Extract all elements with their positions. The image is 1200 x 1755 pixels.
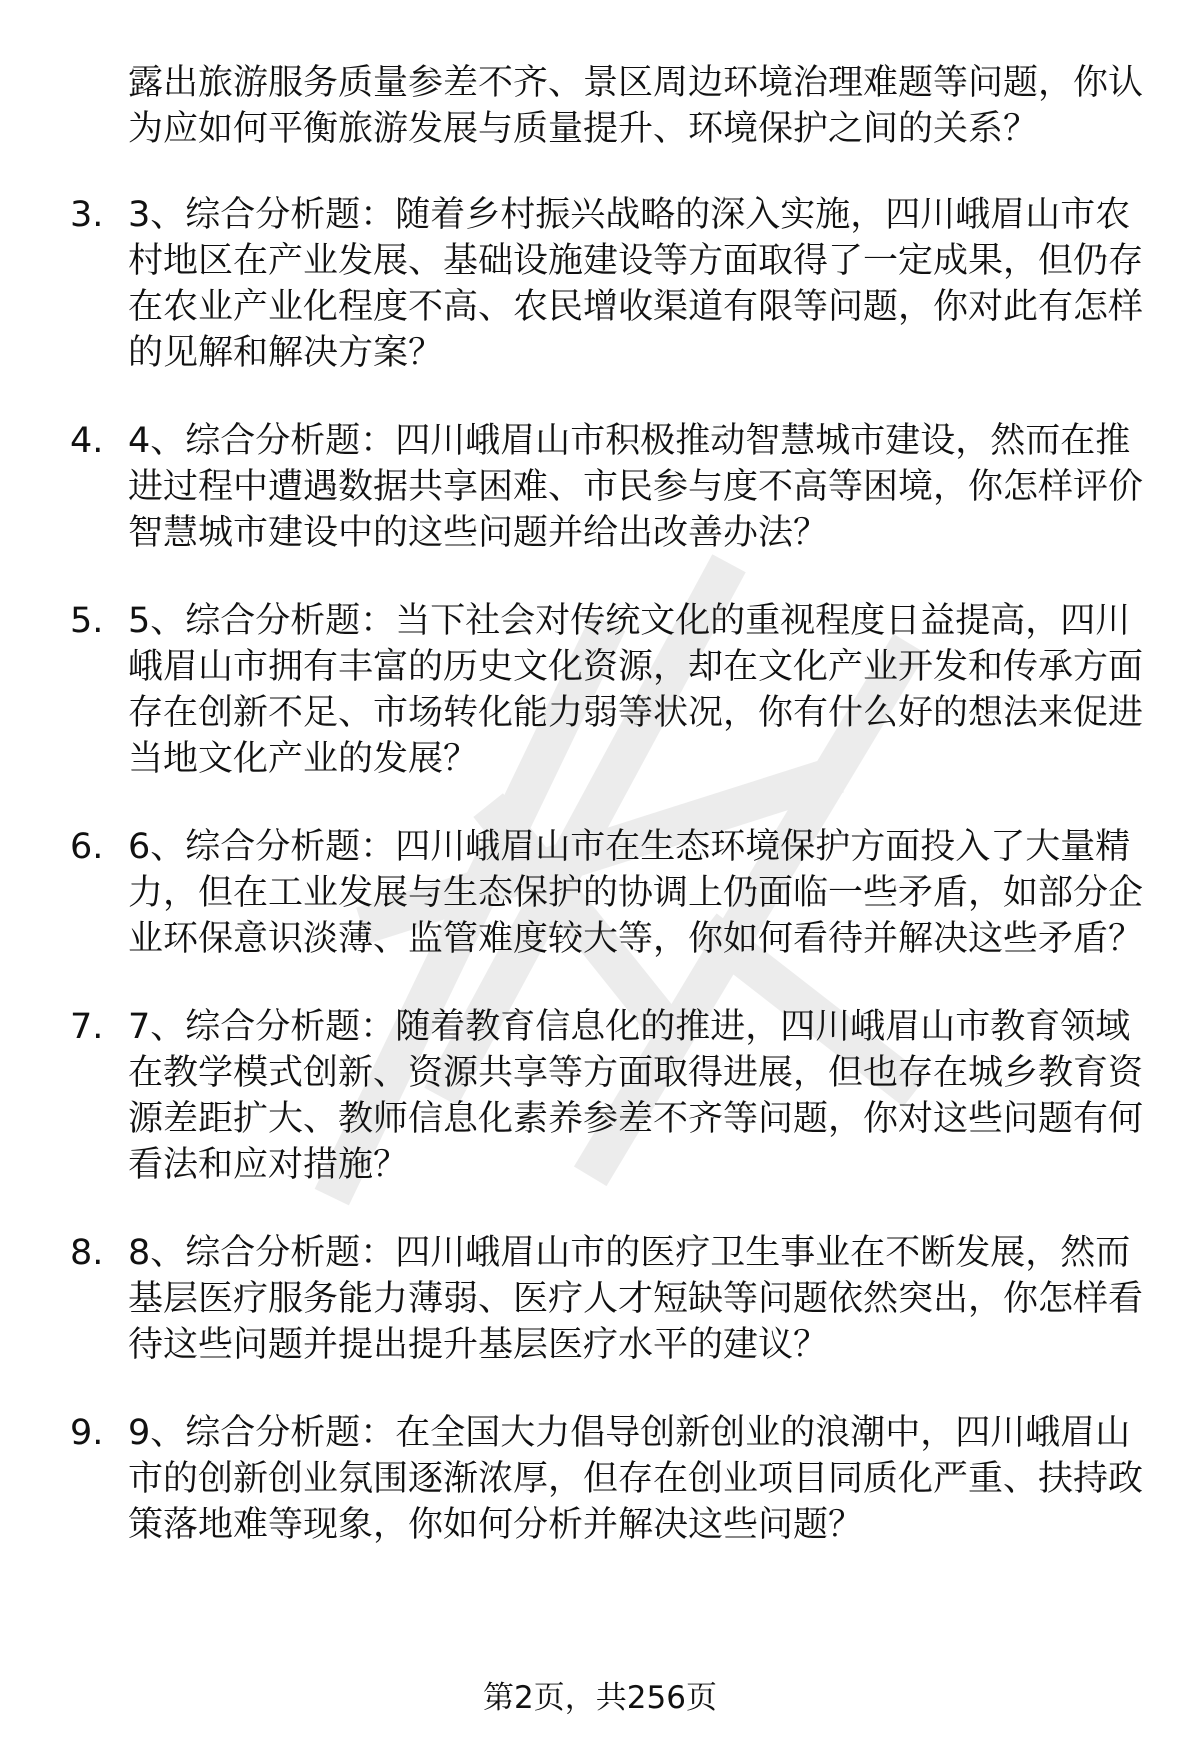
list-item-text: 7、综合分析题：随着教育信息化的推进，四川峨眉山市教育领域在教学模式创新、资源共享等方面取得进展，但也存在城乡教育资源差距扩大、教师信息化素养参差不齐等问题，你对这些问题有何看法和应对措施？ [128, 1007, 1144, 1185]
list-item-number: 6. [70, 827, 104, 867]
list-item [70, 1410, 1160, 1548]
list-item-text: 8、综合分析题：四川峨眉山市的医疗卫生事业在不断发展，然而基层医疗服务能力薄弱、医疗人才短缺等问题依然突出，你怎样看待这些问题并提出提升基层医疗水平的建议？ [128, 1233, 1144, 1365]
list-item [70, 1004, 1160, 1188]
list-item [70, 598, 1160, 782]
question-list [70, 60, 1160, 1590]
list-item-text: 4、综合分析题：四川峨眉山市积极推动智慧城市建设，然而在推进过程中遭遇数据共享困难、市民参与度不高等困境，你怎样评价智慧城市建设中的这些问题并给出改善办法？ [128, 421, 1144, 553]
list-item [70, 192, 1160, 376]
page-footer: 第2页，共256页 [483, 1680, 717, 1716]
list-item [70, 1230, 1160, 1368]
list-item-number: 5. [70, 601, 104, 641]
list-item-number: 8. [70, 1233, 104, 1273]
list-item [70, 824, 1160, 962]
list-item-number: 7. [70, 1007, 104, 1047]
list-item-text: 9、综合分析题：在全国大力倡导创新创业的浪潮中，四川峨眉山市的创新创业氛围逐渐浓厚，但存在创业项目同质化严重、扶持政策落地难等现象，你如何分析并解决这些问题？ [128, 1413, 1144, 1545]
list-item-number: 4. [70, 421, 104, 461]
list-item-number: 3. [70, 195, 104, 235]
list-item [70, 418, 1160, 556]
list-item-text: 5、综合分析题：当下社会对传统文化的重视程度日益提高，四川峨眉山市拥有丰富的历史文化资源，却在文化产业开发和传承方面存在创新不足、市场转化能力弱等状况，你有什么好的想法来促进当地文化产业的发展？ [128, 601, 1144, 779]
continued-question-text: 露出旅游服务质量参差不齐、景区周边环境治理难题等问题，你认为应如何平衡旅游发展与质量提升、环境保护之间的关系？ [128, 63, 1144, 149]
list-item-number: 9. [70, 1413, 104, 1453]
list-item-text: 3、综合分析题：随着乡村振兴战略的深入实施，四川峨眉山市农村地区在产业发展、基础设施建设等方面取得了一定成果，但仍存在农业产业化程度不高、农民增收渠道有限等问题，你对此有怎样的见解和解决方案？ [128, 195, 1144, 373]
list-item-text: 6、综合分析题：四川峨眉山市在生态环境保护方面投入了大量精力，但在工业发展与生态保护的协调上仍面临一些矛盾，如部分企业环保意识淡薄、监管难度较大等，你如何看待并解决这些矛盾？ [128, 827, 1144, 959]
